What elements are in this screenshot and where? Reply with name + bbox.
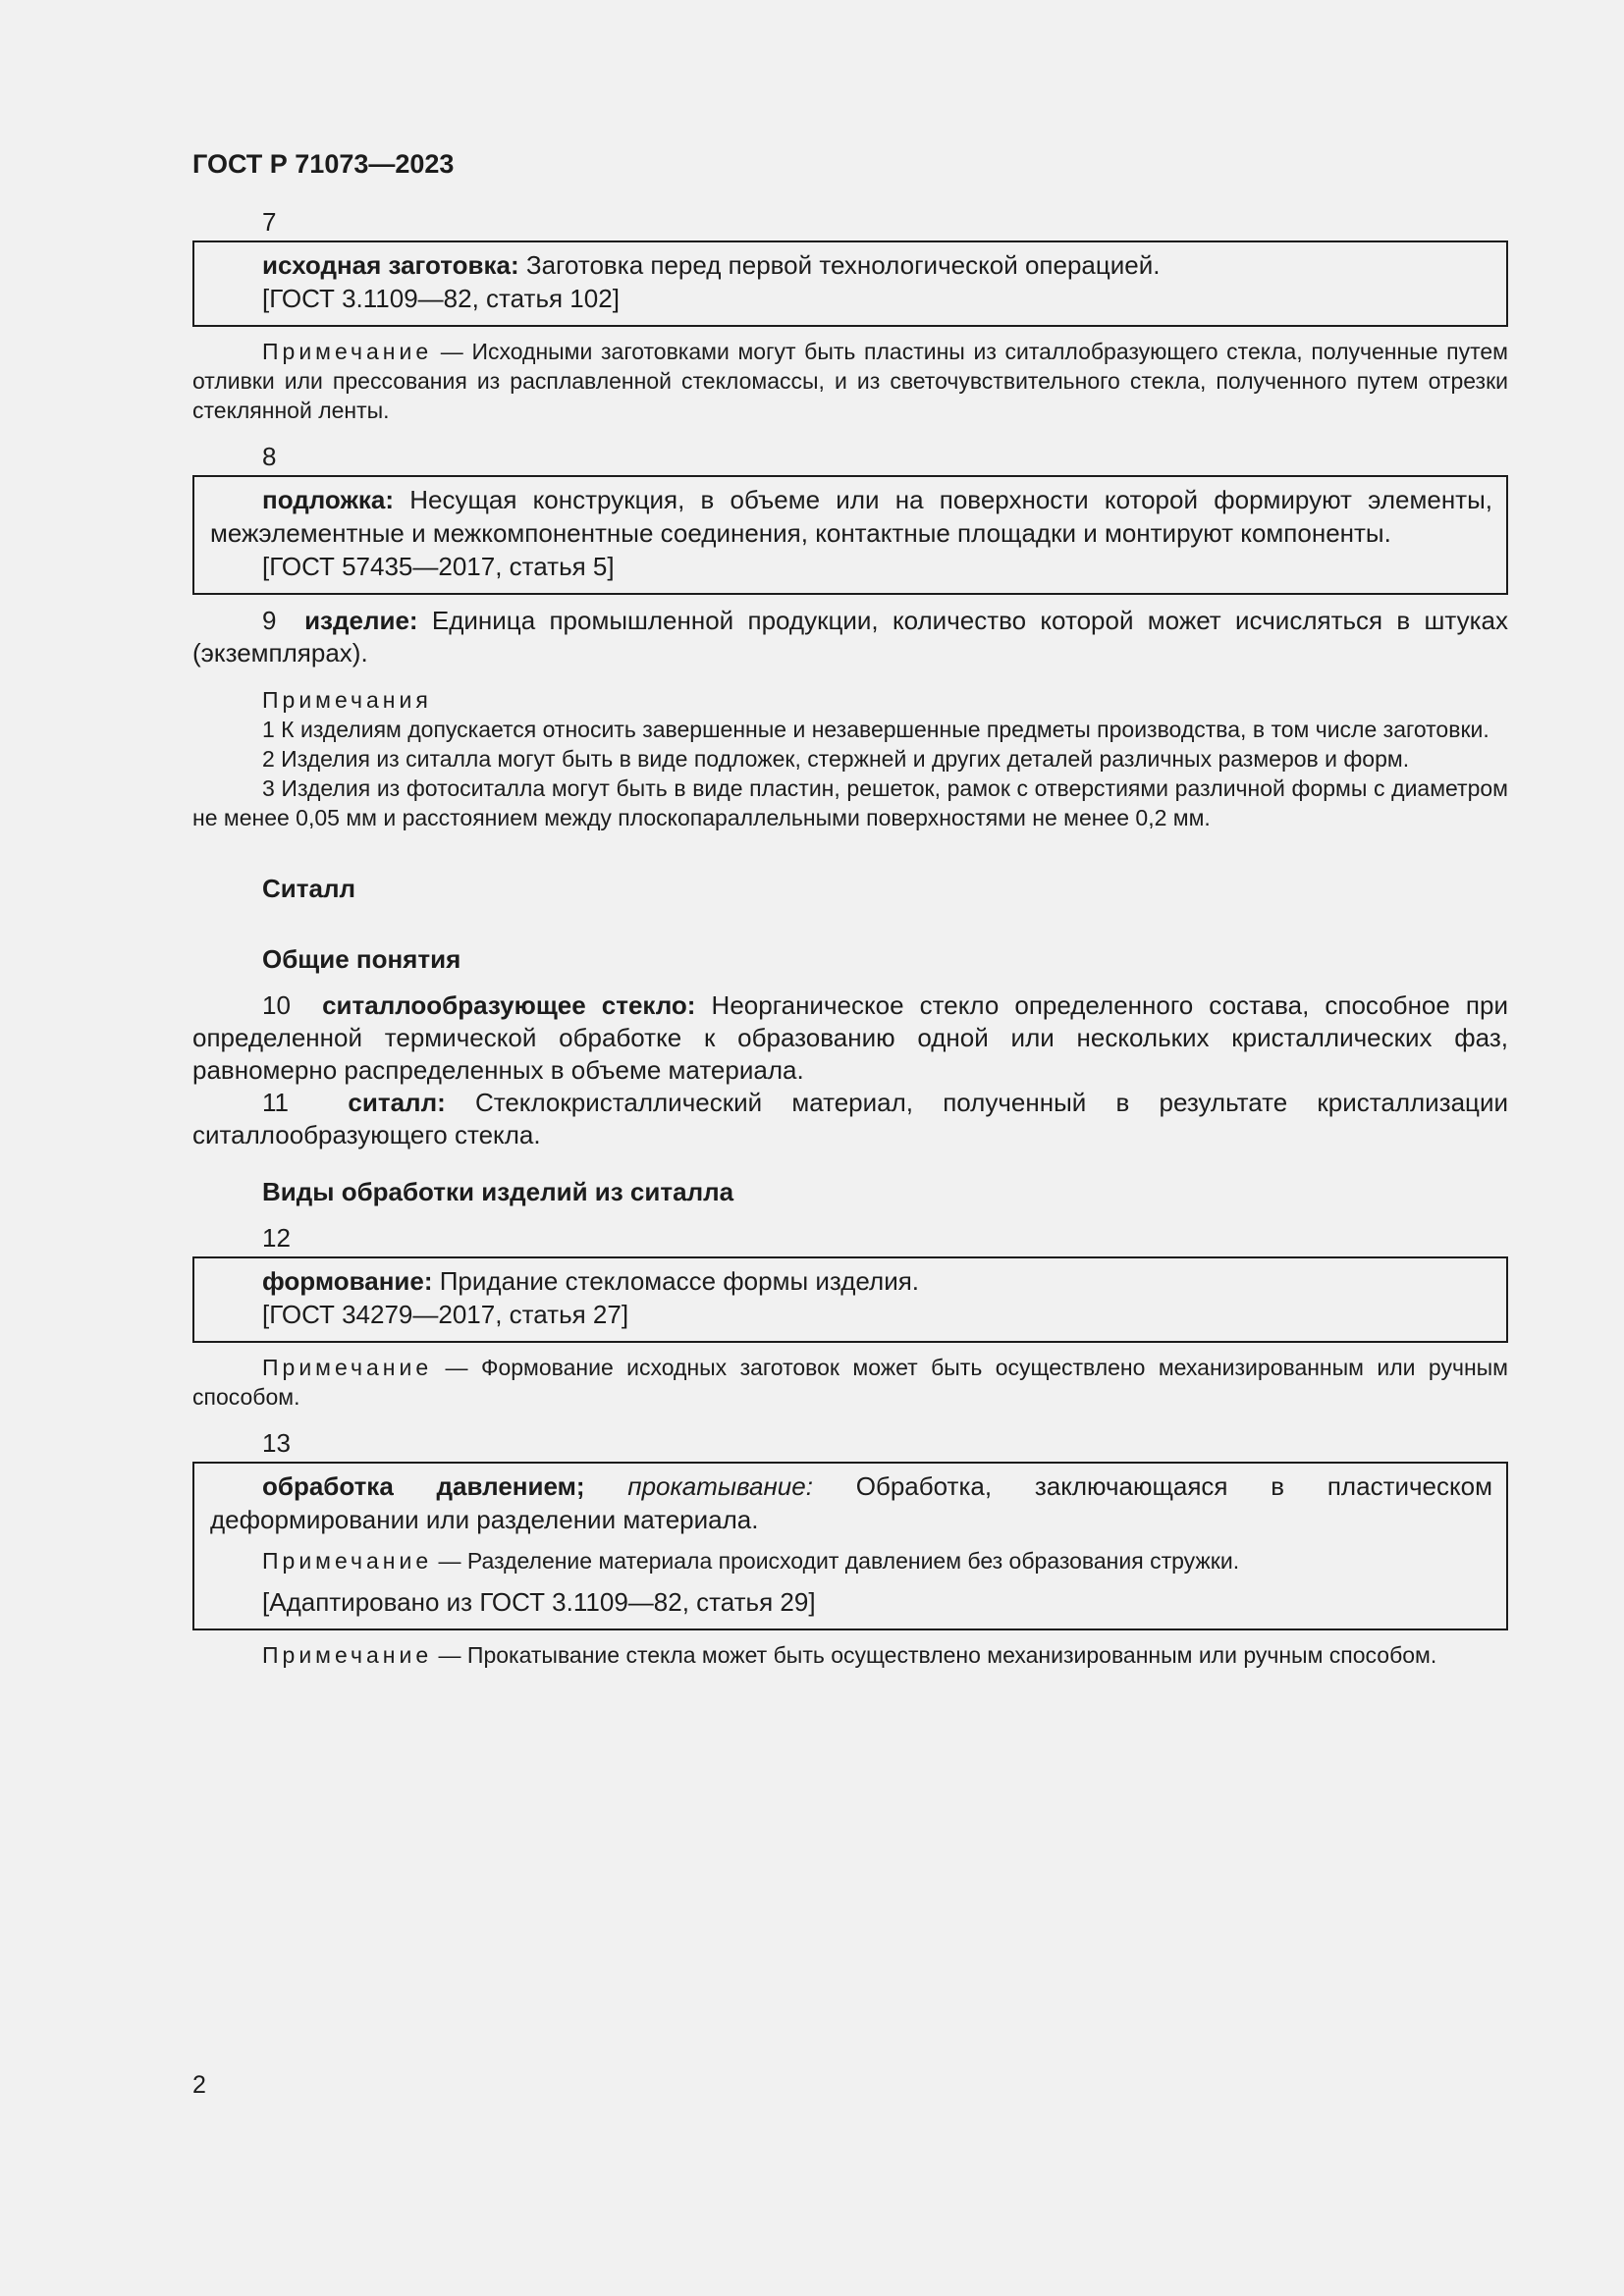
entry-12-term: формование:: [262, 1266, 433, 1296]
entry-10-definition-text: Неорганическое стекло определенного состава, способное при определенной термической обработке к образованию одной или нескольких кристаллических фаз, равномерно распределенных в объеме материала.: [192, 990, 1508, 1085]
entry-8-number: 8: [262, 442, 277, 471]
entry-13-term: обработка давлением;: [262, 1471, 585, 1501]
entry-9-number: 9: [262, 606, 277, 635]
entry-8-definition-text: Несущая конструкция, в объеме или на поверхности которой формируют элементы, межэлементные и межкомпонентные соединения, контактные площадки и монтируют компоненты.: [210, 485, 1492, 548]
entry-11: [192, 1087, 1508, 1151]
entry-9: [192, 605, 1508, 669]
entry-7-note-text: — Исходными заготовками могут быть пластины из ситаллобразующего стекла, полученные путем отливки или прессования из расплавленной стекломассы, и из светочувствительного стекла, полученного путем отрезки стеклянной ленты.: [192, 339, 1508, 423]
entry-8-box: [192, 475, 1508, 595]
entry-11-number: 11: [262, 1088, 289, 1117]
entry-13-note-text: — Прокатывание стекла может быть осуществлено механизированным или ручным способом.: [432, 1642, 1437, 1668]
entry-10-number: 10: [262, 990, 291, 1020]
entry-13-inner-note-text: — Разделение материала происходит давлением без образования стружки.: [432, 1548, 1240, 1574]
entry-12-box: [192, 1256, 1508, 1343]
entry-12-number: 12: [262, 1223, 291, 1253]
entry-13-reference: [Адаптировано из ГОСТ 3.1109—82, статья 29]: [262, 1587, 816, 1617]
section-general-concepts: Общие понятия: [262, 944, 461, 974]
entry-12-note-text: — Формование исходных заготовок может быть осуществлено механизированным или ручным способом.: [192, 1355, 1508, 1410]
entry-9-term: изделие:: [304, 606, 418, 635]
entry-13-definition: [210, 1469, 1492, 1536]
entry-12-note-label: Примечание: [262, 1355, 433, 1380]
entry-9-note-1: 1 К изделиям допускается относить завершенные и незавершенные предметы производства, в том числе заготовки.: [262, 717, 1489, 742]
entry-8-reference: [ГОСТ 57435—2017, статья 5]: [262, 552, 615, 581]
page-content: [192, 147, 1508, 1685]
entry-8-definition: [210, 483, 1492, 550]
page-number: 2: [192, 2071, 206, 2099]
entry-12-note: [192, 1353, 1508, 1412]
entry-7-number: 7: [262, 207, 277, 237]
entry-13-synonym: прокатывание:: [627, 1471, 813, 1501]
entry-7-reference: [ГОСТ 3.1109—82, статья 102]: [262, 284, 620, 313]
entry-13-inner-note-label: Примечание: [262, 1548, 433, 1574]
entry-11-definition-text: Стеклокристаллический материал, полученный в результате кристаллизации ситаллообразующего стекла.: [192, 1088, 1508, 1149]
entry-7-box: [192, 240, 1508, 327]
entry-9-note-2: 2 Изделия из ситалла могут быть в виде подложек, стержней и других деталей различных размеров и форм.: [262, 746, 1410, 772]
entry-10-term: ситаллообразующее стекло:: [322, 990, 696, 1020]
entry-12-definition: [210, 1264, 1492, 1298]
section-sitall: Ситалл: [262, 874, 355, 903]
entry-7-note: [192, 337, 1508, 425]
entry-9-notes-label: [192, 685, 1508, 715]
entry-7-definition-text: Заготовка перед первой технологической операцией.: [518, 250, 1161, 280]
entry-8-term: подложка:: [262, 485, 395, 514]
entry-7-definition: [210, 248, 1492, 282]
entry-9-note-3: 3 Изделия из фотоситалла могут быть в виде пластин, решеток, рамок с отверстиями различной формы с диаметром не менее 0,05 мм и расстоянием между плоскопараллельными поверхностями не менее 0,2 мм.: [192, 775, 1508, 830]
entry-13-box: [192, 1462, 1508, 1630]
entry-13-inner-note: [210, 1546, 1492, 1575]
document-header: ГОСТ Р 71073—2023: [192, 149, 455, 179]
entry-11-term: ситалл:: [348, 1088, 446, 1117]
entry-7-term: исходная заготовка:: [262, 250, 519, 280]
entry-13-definition-text: Обработка, заключающаяся в пластическом деформировании или разделении материала.: [210, 1471, 1493, 1534]
entry-10: [192, 989, 1508, 1087]
entry-7-note-label: Примечание: [262, 339, 433, 364]
entry-12-definition-text: Придание стекломассе формы изделия.: [432, 1266, 920, 1296]
section-processing-types: Виды обработки изделий из ситалла: [262, 1177, 734, 1206]
entry-12-reference: [ГОСТ 34279—2017, статья 27]: [262, 1300, 629, 1329]
entry-13-note: [192, 1640, 1508, 1670]
entry-9-notes-label-text: Примечания: [262, 687, 432, 713]
entry-13-number: 13: [262, 1428, 291, 1458]
entry-13-note-label: Примечание: [262, 1642, 433, 1668]
entry-9-definition-text: Единица промышленной продукции, количество которой может исчисляться в штуках (экземплярах).: [192, 606, 1508, 667]
